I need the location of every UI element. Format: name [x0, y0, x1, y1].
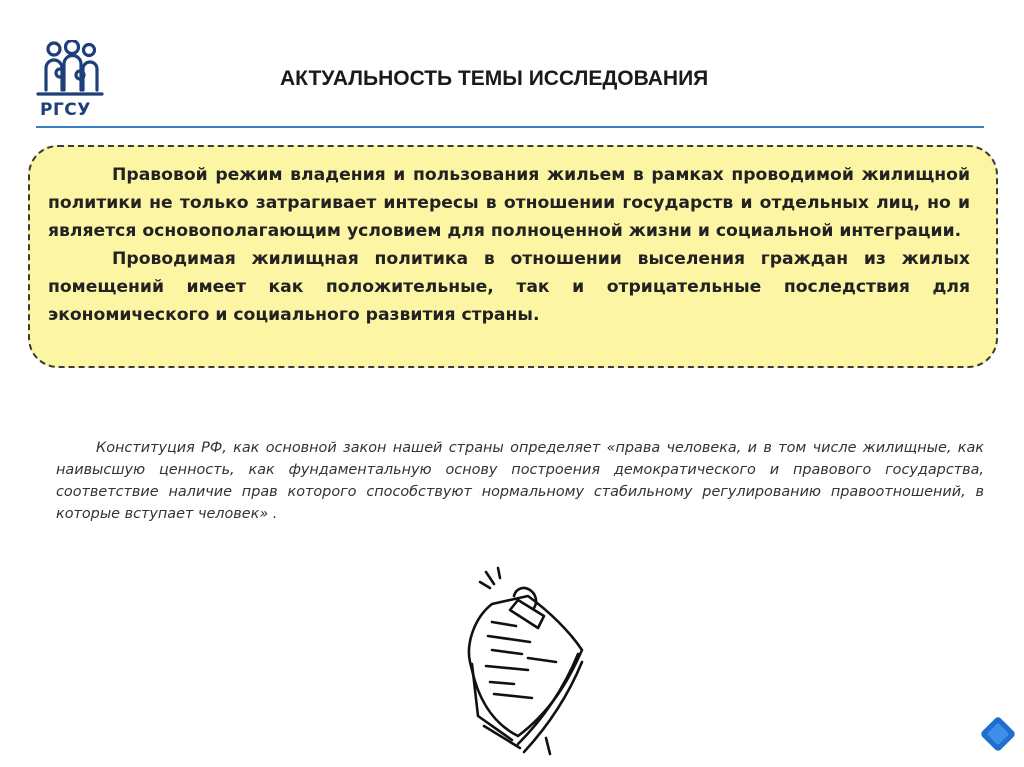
constitution-quote: Конституция РФ, как основной закон нашей страны определяет «права человека, и в том числе жилищные, как наивысшую ценность, как фундаментальную основу построения демократического и правового государства, соответствие наличие прав которого способствуют нормальному стабильному регулированию правоотношений, в которые вступает человек» . [56, 440, 984, 522]
highlight-paragraph-2: Проводимая жилищная политика в отношении выселения граждан из жилых помещений имеет как положительные, так и отрицательные последствия для экономического и социального развития страны. [48, 249, 970, 325]
page-title: АКТУАЛЬНОСТЬ ТЕМЫ ИССЛЕДОВАНИЯ [280, 67, 709, 90]
header-divider [36, 126, 984, 128]
diamond-nav-icon[interactable] [976, 712, 1020, 756]
highlight-paragraph-1: Правовой режим владения и пользования жильем в рамках проводимой жилищной политики не только затрагивает интересы в отношении государств и отдельных лиц, но и является основополагающим условием для полноценной жизни и социальной интеграции. [48, 165, 970, 241]
logo-text: РГСУ [40, 100, 91, 120]
people-group-icon [34, 40, 108, 98]
highlight-box [28, 145, 998, 368]
clipboard-document-icon [458, 566, 598, 762]
logo [34, 40, 108, 122]
